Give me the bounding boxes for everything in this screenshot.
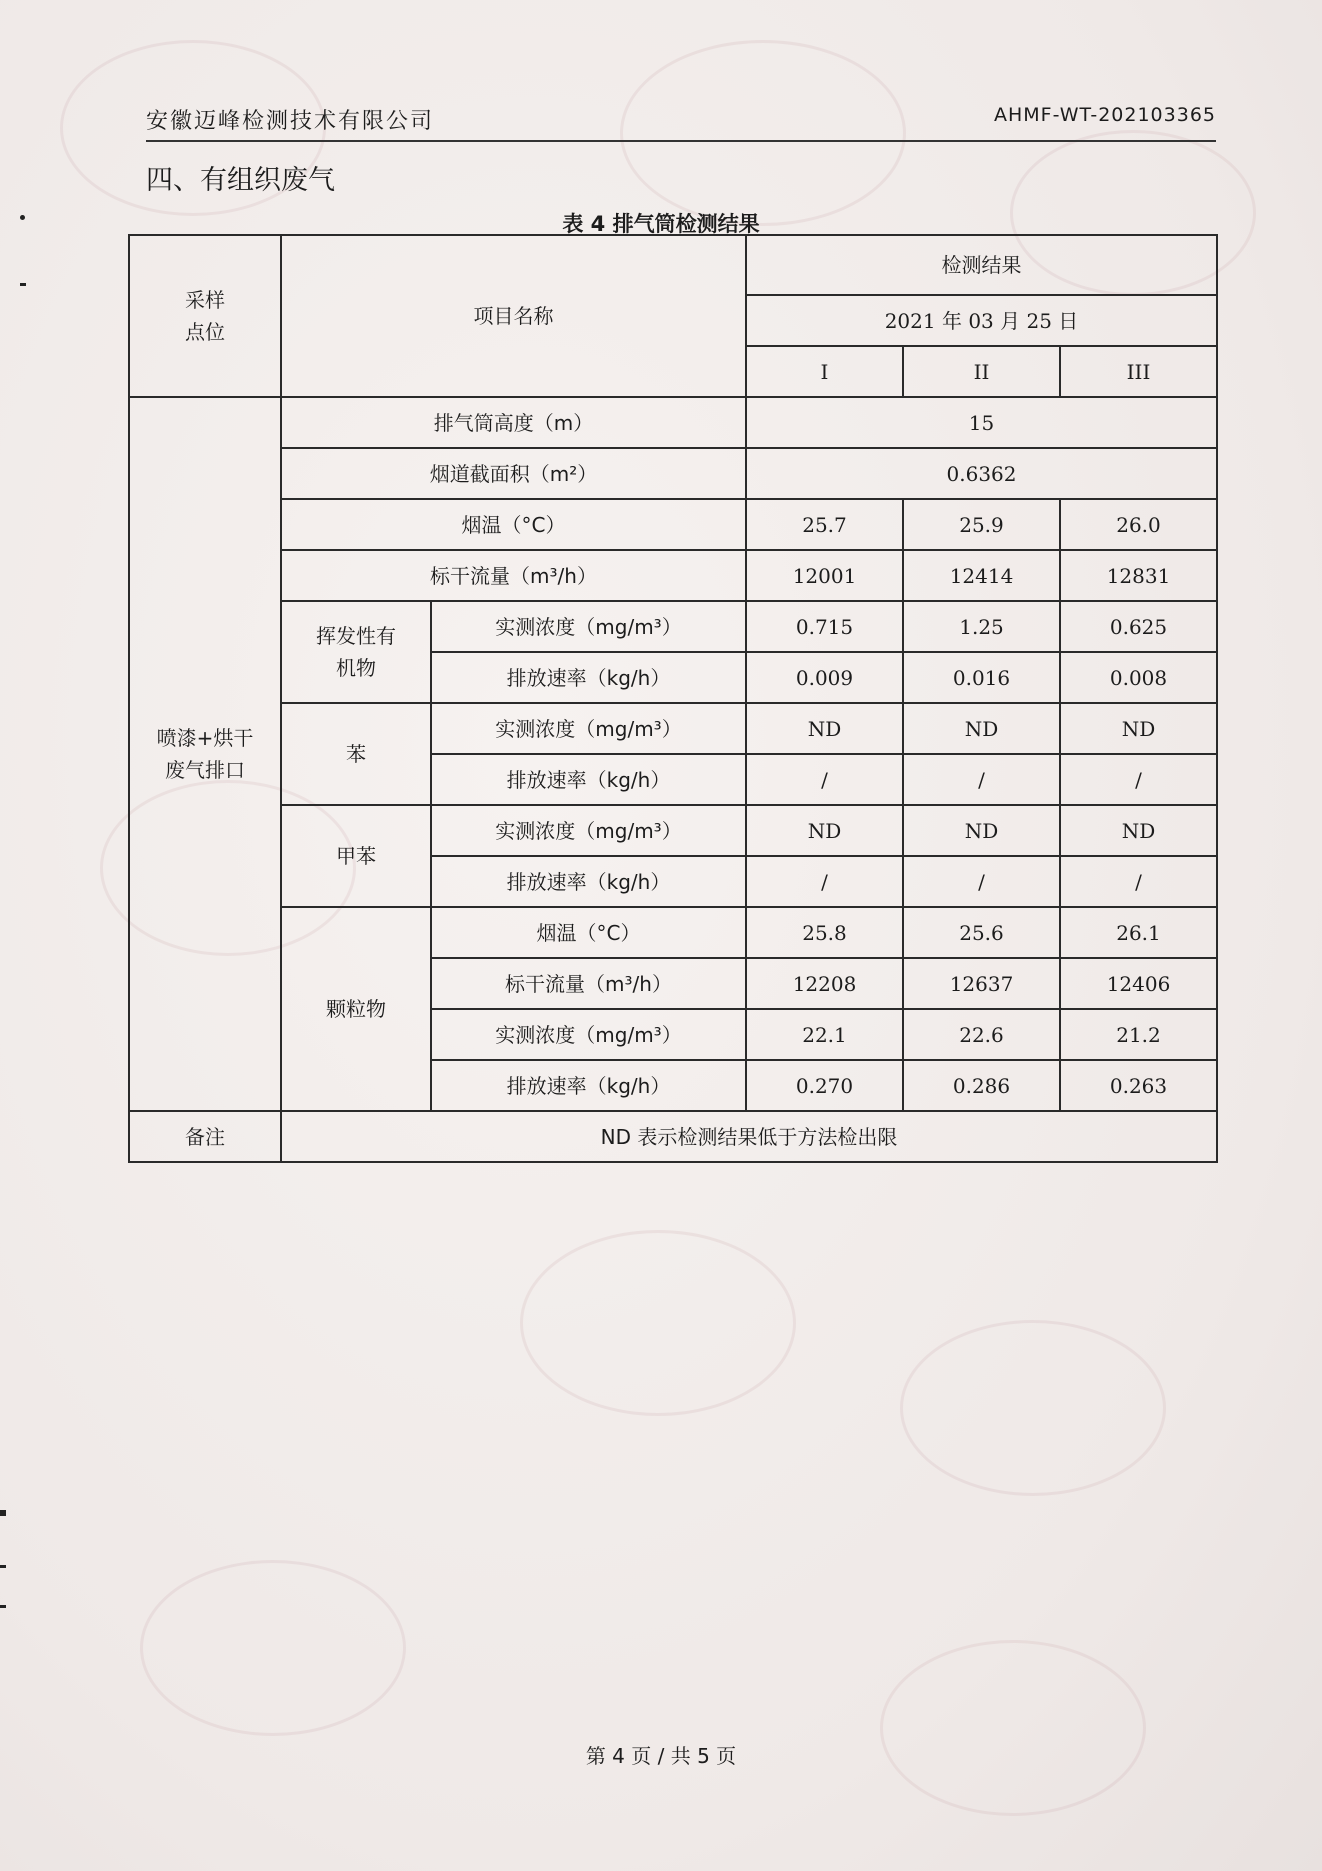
sampling-point-label: 喷漆+烘干废气排口	[156, 726, 254, 782]
cell-value: 25.7	[746, 499, 903, 550]
cell-value: 0.286	[903, 1060, 1060, 1111]
cell-value: 0.625	[1060, 601, 1217, 652]
cell-value: 1.25	[903, 601, 1060, 652]
section-title: 四、有组织废气	[146, 165, 335, 196]
cell-value: /	[903, 754, 1060, 805]
page-footer: 第 4 页 / 共 5 页	[585, 1744, 737, 1768]
margin-mark	[0, 1565, 6, 1568]
cell-value: 25.9	[903, 499, 1060, 550]
cell-value: 25.8	[746, 907, 903, 958]
group-name: 甲苯	[281, 805, 431, 907]
run-label: III	[1060, 346, 1217, 397]
cell-value: ND	[903, 703, 1060, 754]
cell-value: 12208	[746, 958, 903, 1009]
cell-value: 26.0	[1060, 499, 1217, 550]
header-item-name: 项目名称	[281, 235, 746, 397]
row-label: 排放速率（kg/h）	[431, 754, 746, 805]
watermark-seal	[140, 1560, 406, 1736]
margin-mark	[0, 1605, 6, 1608]
row-label: 烟温（°C）	[281, 499, 746, 550]
run-label: II	[903, 346, 1060, 397]
cell-value: /	[1060, 754, 1217, 805]
cell-value: 12637	[903, 958, 1060, 1009]
cell-value: /	[903, 856, 1060, 907]
cell-value: 0.715	[746, 601, 903, 652]
cell-value: /	[1060, 856, 1217, 907]
cell-value: ND	[746, 703, 903, 754]
margin-mark	[0, 1510, 6, 1516]
cell-value: 0.6362	[746, 448, 1217, 499]
page-header	[146, 100, 1216, 142]
cell-value: 0.270	[746, 1060, 903, 1111]
note-text: ND 表示检测结果低于方法检出限	[281, 1111, 1217, 1162]
cell-value: 21.2	[1060, 1009, 1217, 1060]
company-name: 安徽迈峰检测技术有限公司	[146, 109, 435, 134]
row-label: 实测浓度（mg/m³）	[431, 805, 746, 856]
row-label: 实测浓度（mg/m³）	[431, 703, 746, 754]
group-name-label: 挥发性有机物	[316, 624, 396, 680]
table-caption: 表 4 排气筒检测结果	[562, 212, 760, 236]
row-label: 排放速率（kg/h）	[431, 1060, 746, 1111]
header-results: 检测结果	[746, 235, 1217, 295]
header-sampling-point-label: 采样点位	[185, 288, 225, 344]
row-label: 标干流量（m³/h）	[281, 550, 746, 601]
cell-value: 22.1	[746, 1009, 903, 1060]
cell-value: 25.6	[903, 907, 1060, 958]
cell-value: 0.263	[1060, 1060, 1217, 1111]
run-label: I	[746, 346, 903, 397]
cell-value: 15	[746, 397, 1217, 448]
cell-value: ND	[903, 805, 1060, 856]
header-date: 2021 年 03 月 25 日	[746, 295, 1217, 346]
group-name: 苯	[281, 703, 431, 805]
margin-mark	[20, 283, 26, 286]
row-label: 排放速率（kg/h）	[431, 856, 746, 907]
cell-value: 12406	[1060, 958, 1217, 1009]
row-label: 烟道截面积（m²）	[281, 448, 746, 499]
report-number: AHMF-WT-202103365	[994, 104, 1216, 126]
cell-value: 26.1	[1060, 907, 1217, 958]
watermark-seal	[520, 1230, 796, 1416]
cell-value: /	[746, 856, 903, 907]
group-name: 颗粒物	[281, 907, 431, 1111]
cell-value: 0.008	[1060, 652, 1217, 703]
row-label: 烟温（°C）	[431, 907, 746, 958]
group-name	[281, 601, 431, 703]
row-label: 标干流量（m³/h）	[431, 958, 746, 1009]
row-label: 实测浓度（mg/m³）	[431, 601, 746, 652]
row-label: 排气筒高度（m）	[281, 397, 746, 448]
row-label: 实测浓度（mg/m³）	[431, 1009, 746, 1060]
row-label: 排放速率（kg/h）	[431, 652, 746, 703]
cell-value: /	[746, 754, 903, 805]
note-label: 备注	[129, 1111, 281, 1162]
sampling-point	[129, 397, 281, 1111]
cell-value: ND	[1060, 805, 1217, 856]
cell-value: 12414	[903, 550, 1060, 601]
watermark-seal	[880, 1640, 1146, 1816]
cell-value: 22.6	[903, 1009, 1060, 1060]
cell-value: 12001	[746, 550, 903, 601]
header-sampling-point	[129, 235, 281, 397]
cell-value: 0.009	[746, 652, 903, 703]
cell-value: 12831	[1060, 550, 1217, 601]
cell-value: ND	[1060, 703, 1217, 754]
watermark-seal	[900, 1320, 1166, 1496]
cell-value: 0.016	[903, 652, 1060, 703]
results-table	[128, 234, 1218, 1163]
cell-value: ND	[746, 805, 903, 856]
